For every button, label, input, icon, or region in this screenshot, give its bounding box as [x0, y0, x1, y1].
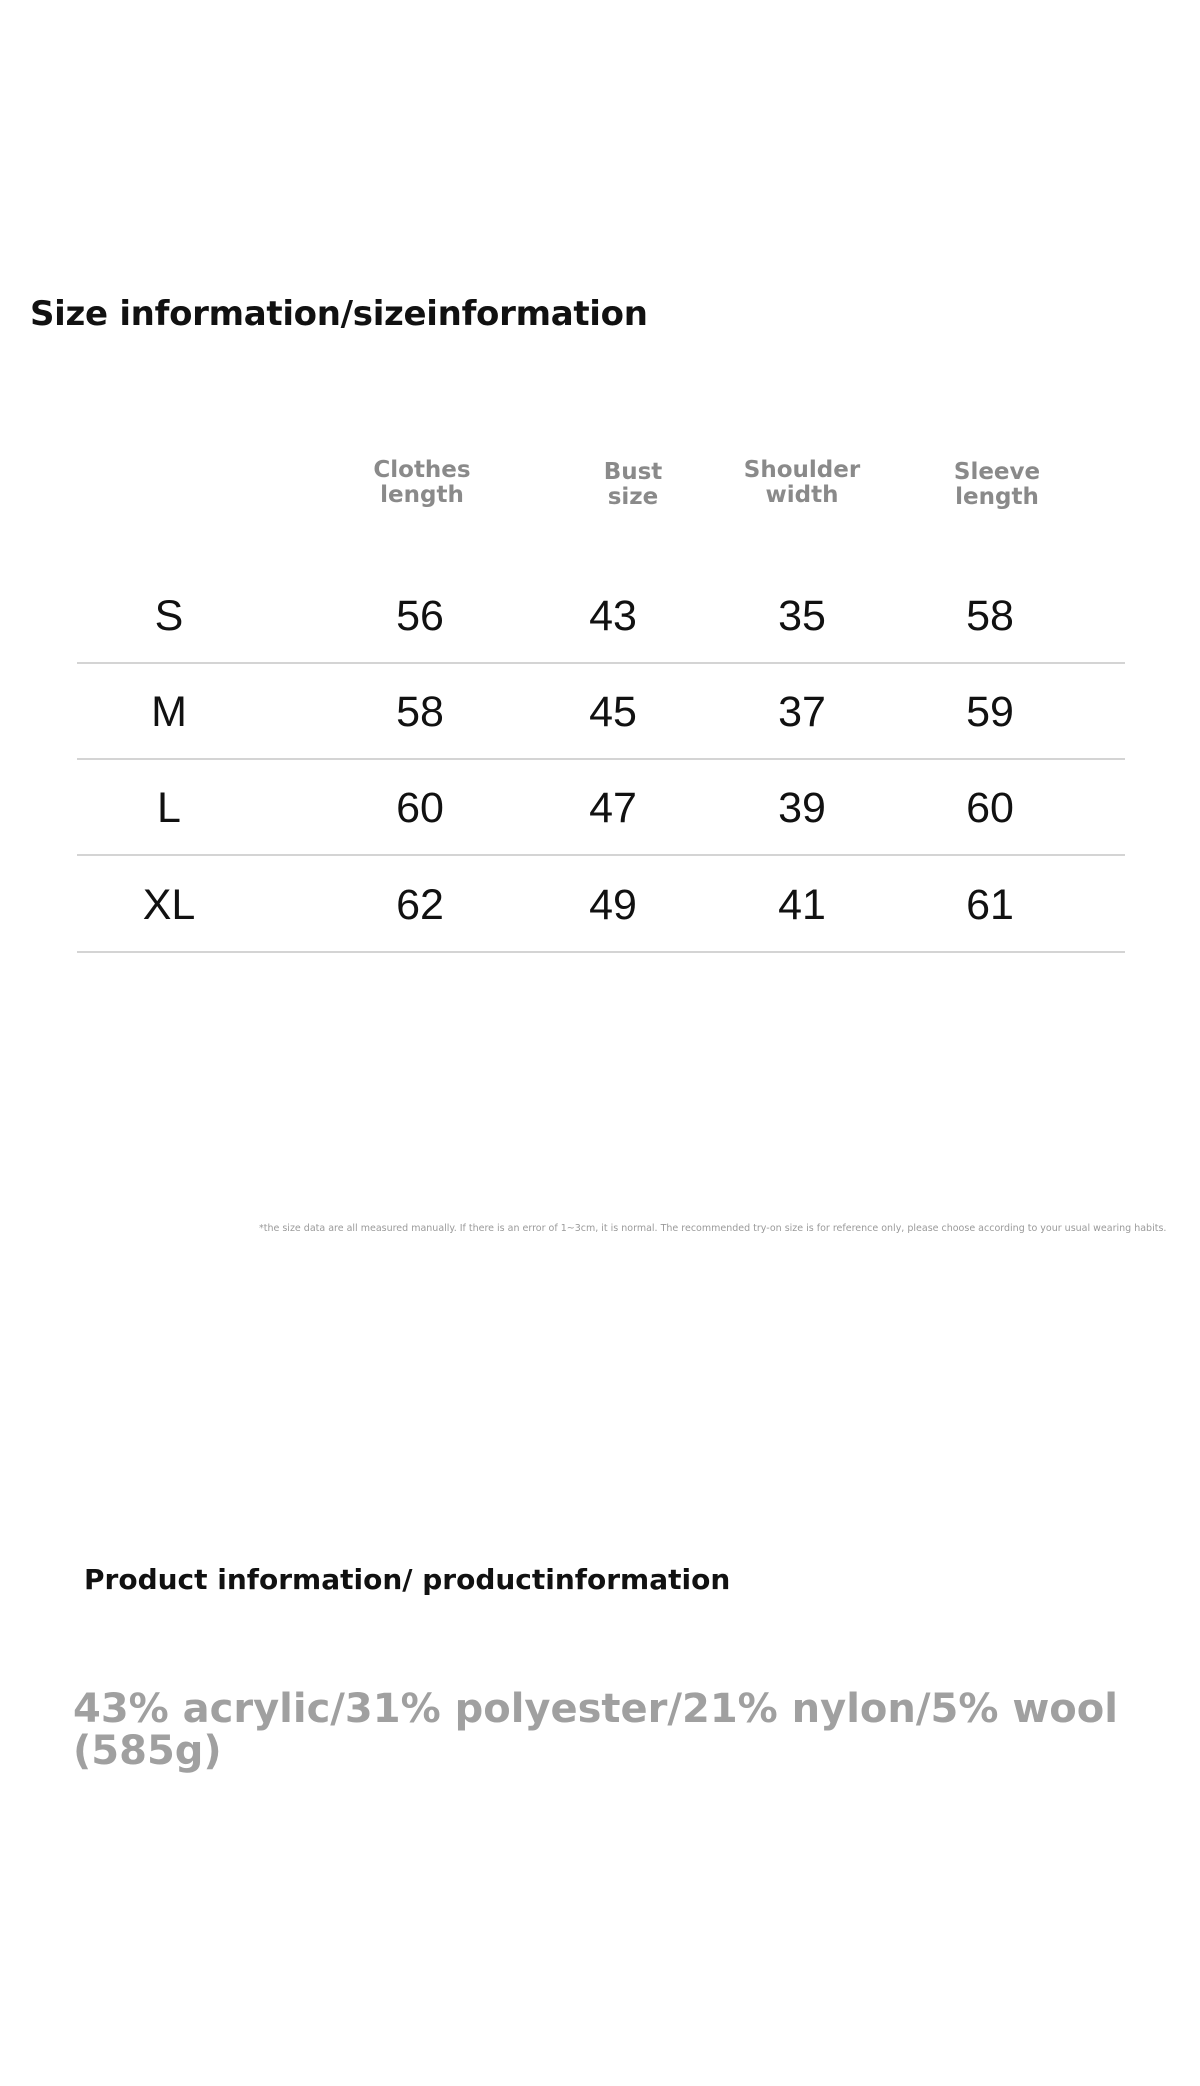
shoulder-value: 39: [778, 784, 826, 832]
size-label: S: [154, 592, 184, 640]
sleeve-value: 58: [966, 592, 1014, 640]
header-bust-size: Bust size: [603, 459, 663, 510]
bust-value: 43: [589, 592, 637, 640]
table-row: [77, 760, 1125, 856]
row-divider: [77, 854, 1125, 856]
size-info-title: Size information/sizeinformation: [30, 294, 648, 334]
header-shoulder-width: Shoulder width: [743, 457, 861, 508]
table-row: [77, 664, 1125, 760]
size-label: XL: [142, 881, 196, 929]
table-row: [77, 857, 1125, 953]
header-clothes-length: Clothes length: [373, 457, 471, 508]
measurement-note: *the size data are all measured manually. If there is an error of 1~3cm, it is normal. The recommended try-on size is for reference only, please choose according to your usual wearing habits.: [259, 1223, 1167, 1234]
shoulder-value: 41: [778, 881, 826, 929]
product-info-title: Product information/ productinformation: [84, 1563, 731, 1596]
header-sleeve-length: Sleeve length: [953, 459, 1041, 510]
clothes-length-value: 56: [396, 592, 444, 640]
clothes-length-value: 62: [396, 881, 444, 929]
clothes-length-value: 60: [396, 784, 444, 832]
shoulder-value: 35: [778, 592, 826, 640]
bust-value: 49: [589, 881, 637, 929]
bust-value: 45: [589, 688, 637, 736]
clothes-length-value: 58: [396, 688, 444, 736]
sleeve-value: 60: [966, 784, 1014, 832]
bust-value: 47: [589, 784, 637, 832]
size-label: M: [151, 688, 187, 736]
shoulder-value: 37: [778, 688, 826, 736]
row-divider: [77, 951, 1125, 953]
sleeve-value: 61: [966, 881, 1014, 929]
material-composition: 43% acrylic/31% polyester/21% nylon/5% wool (585g): [73, 1686, 1118, 1774]
table-row: [77, 568, 1125, 664]
sleeve-value: 59: [966, 688, 1014, 736]
size-label: L: [157, 784, 181, 832]
